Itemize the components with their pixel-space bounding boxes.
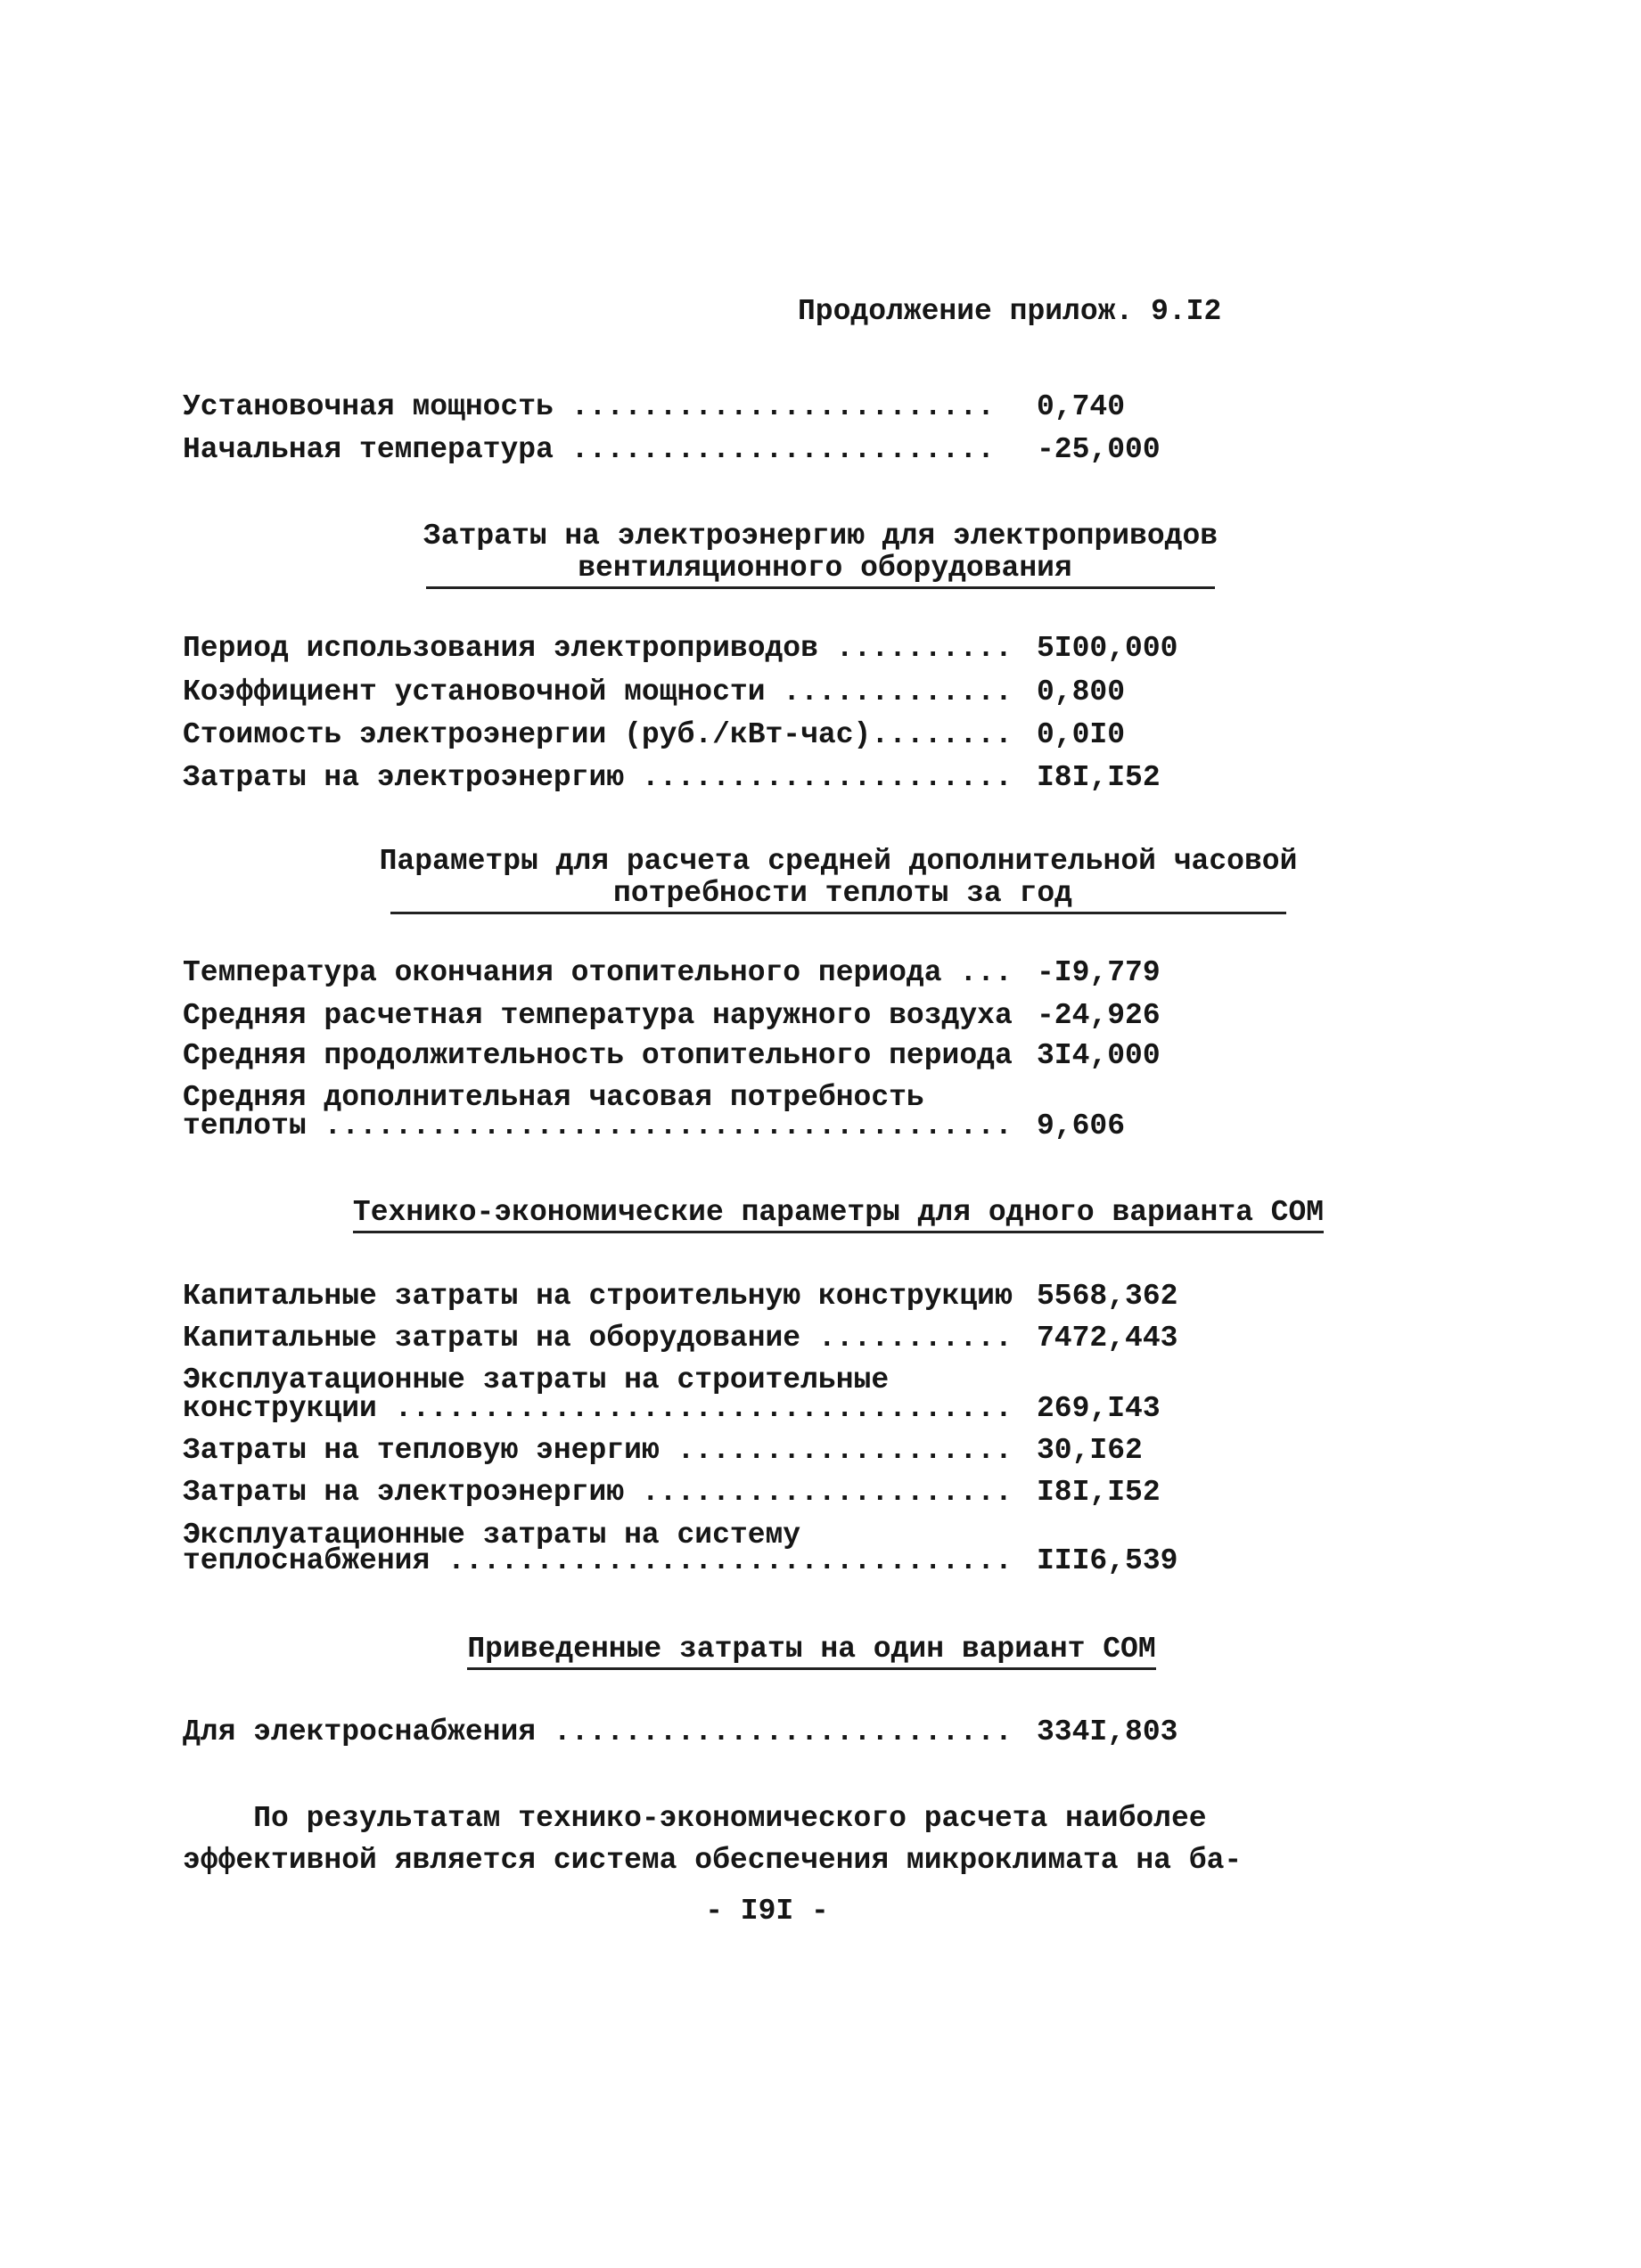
row-value: -24,926 [1037,999,1161,1032]
paragraph-line: эффективной является система обеспечения микроклимата на ба- [183,1844,1243,1877]
row-label: Капитальные затраты на оборудование ........... [183,1322,1013,1355]
row-label-line2: теплоснабжения ................................ [183,1544,1013,1577]
row-value: 0,800 [1037,675,1126,708]
row-label: Средняя продолжительность отопительного периода [183,1039,1013,1072]
row-label: Эксплуатационные затраты на систему [183,1519,801,1552]
row-label: Затраты на тепловую энергию ................... [183,1434,1013,1467]
section-heading [18,1195,1641,1231]
row-value: 334I,803 [1037,1715,1178,1748]
row-value: 269,I43 [1037,1392,1161,1425]
row-label: Начальная температура ........................ [183,433,995,466]
row-label: Коэффициент установочной мощности ............. [183,675,1013,708]
section-heading-text: Технико-экономические параметры для одного варианта СОМ [353,1196,1324,1233]
row-label: Затраты на электроэнергию ..................... [183,1476,1013,1509]
row-label: Средняя дополнительная часовая потребность [183,1081,924,1114]
row-value: 0,0I0 [1037,718,1126,751]
row-value: -25,000 [1037,433,1161,466]
section-heading-text: вентиляционного оборудования [426,552,1215,589]
row-value: I8I,I52 [1037,1476,1161,1509]
row-value: 3I4,000 [1037,1039,1161,1072]
row-label: Установочная мощность ........................ [183,390,995,423]
row-label: Для электроснабжения .......................... [183,1715,1013,1748]
row-value: 0,740 [1037,390,1126,423]
section-heading-line2 [0,551,1641,586]
row-value: -I9,779 [1037,956,1161,989]
row-label: Период использования электроприводов .......... [183,632,1013,665]
row-value: 30,I62 [1037,1434,1143,1467]
row-value: 7472,443 [1037,1322,1178,1355]
section-heading-line2 [18,876,1641,912]
section-heading-text: Приведенные затраты на один вариант СОМ [467,1633,1155,1670]
row-label-line2: теплоты ....................................... [183,1109,1013,1142]
row-label: Температура окончания отопительного периода ... [183,956,1013,989]
row-value: 9,606 [1037,1109,1126,1142]
row-label: Эксплуатационные затраты на строительные [183,1363,890,1396]
section-heading-text: потребности теплоты за год [390,877,1286,914]
row-label: Стоимость электроэнергии (руб./кВт-час)........ [183,718,1013,751]
section-heading [0,1632,1632,1667]
row-value: 5568,362 [1037,1280,1178,1313]
paragraph-line: По результатам технико-экономического расчета наиболее [183,1802,1207,1835]
page-number: - I9I - [705,1895,829,1928]
row-label: Средняя расчетная температура наружного воздуха [183,999,1013,1032]
row-label: Затраты на электроэнергию ..................... [183,761,1013,794]
row-label-line2: конструкции ................................... [183,1392,1013,1425]
section-heading: Параметры для расчета средней дополнительной часовой [379,845,1298,878]
row-value: 5I00,000 [1037,632,1178,665]
row-value: III6,539 [1037,1544,1178,1577]
row-label: Капитальные затраты на строительную конструкцию [183,1280,1013,1313]
continuation-header: Продолжение прилож. 9.I2 [798,295,1222,328]
row-value: I8I,I52 [1037,761,1161,794]
section-heading: Затраты на электроэнергию для электроприводов [423,520,1218,553]
